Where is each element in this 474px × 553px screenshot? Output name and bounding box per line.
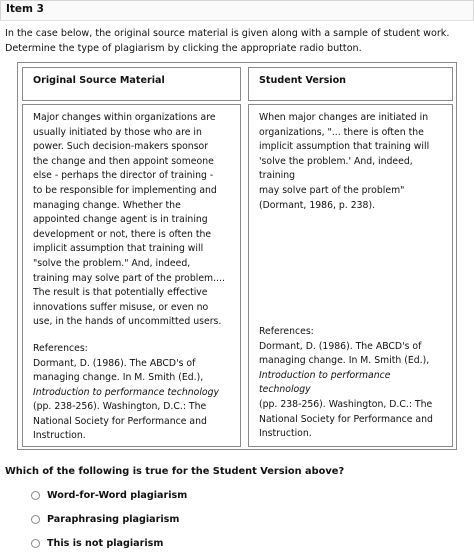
text-line: power. Such decision-makers sponsor (33, 141, 209, 153)
reference-book-title-text: Introduction to performance technology (33, 386, 220, 398)
text-line: training may solve part of the problem.... (33, 272, 225, 284)
option-label[interactable]: This is not plagiarism (47, 537, 164, 549)
text-line: use, in the hands of uncommitted users. (33, 316, 222, 328)
original-source-cell (22, 104, 241, 447)
reference-book-title-text: Introduction to performance technology (259, 369, 391, 396)
item-header (0, 0, 474, 21)
text-line: When major changes are initiated in (259, 112, 429, 123)
text-line: "solve the problem." And, indeed, (33, 257, 191, 269)
text-line: appointed change agent is in training (33, 214, 208, 226)
original-source-header: Original Source Material (22, 67, 241, 101)
radio-button[interactable] (31, 539, 40, 548)
option-not-plagiarism[interactable] (31, 535, 163, 551)
original-source-text (33, 111, 230, 330)
student-references (259, 325, 444, 442)
option-label[interactable]: Paraphrasing plagiarism (47, 513, 180, 525)
comparison-table (17, 62, 457, 450)
text-line: organizations, "... there is often the (259, 126, 424, 138)
radio-button[interactable] (31, 515, 40, 524)
text-line: managing change. Whether the (33, 199, 181, 211)
text-line: The result is that potentially effective (33, 287, 208, 299)
student-version-cell (248, 104, 453, 447)
text-line: implicit assumption that training will (33, 243, 204, 255)
text-line: Major changes within organizations are (33, 112, 216, 123)
references-label: References: (259, 326, 314, 337)
text-line: (Dormant, 1986, p. 238). (259, 199, 376, 211)
reference-line: (pp. 238-256). Washington, D.C.: The (259, 398, 433, 410)
question-text: Which of the following is true for the Student Version above? (5, 466, 345, 477)
radio-button[interactable] (31, 491, 40, 500)
reference-line: Dormant, D. (1986). The ABCD's of (33, 357, 196, 369)
text-line: may solve part of the problem" (259, 184, 405, 196)
text-line: innovations suffer misuse, or even no (33, 301, 209, 313)
text-line: 'solve the problem.' And, indeed, training (259, 155, 413, 182)
option-paraphrasing[interactable] (31, 511, 179, 527)
text-line: development or not, there is often the (33, 228, 212, 240)
text-line: the change and then appoint someone (33, 155, 214, 167)
option-label[interactable]: Word-for-Word plagiarism (47, 489, 188, 501)
reference-line: Dormant, D. (1986). The ABCD's of (259, 340, 422, 352)
text-line: usually initiated by those who are in (33, 126, 202, 138)
reference-book-title (33, 386, 230, 401)
reference-line: National Society for Performance and (33, 415, 207, 427)
reference-line: (pp. 238-256). Washington, D.C.: The (33, 401, 207, 413)
item-title: Item 3 (6, 3, 44, 15)
references-label: References: (33, 342, 88, 354)
student-version-header: Student Version (248, 67, 453, 101)
reference-line: National Society for Performance and (259, 413, 433, 425)
text-line: else - perhaps the director of training - (33, 170, 214, 182)
reference-line: Instruction. (259, 428, 312, 440)
text-line: implicit assumption that training will (259, 141, 430, 153)
option-word-for-word[interactable] (31, 487, 187, 503)
reference-line: managing change. In M. Smith (Ed.), (33, 372, 204, 384)
reference-line: Instruction. (33, 430, 86, 442)
reference-book-title (259, 369, 444, 398)
student-version-text (259, 111, 442, 213)
text-line: to be responsible for implementing and (33, 184, 217, 196)
reference-line: managing change. In M. Smith (Ed.), (259, 355, 430, 367)
instructions-text: In the case below, the original source material is given along with a sample of student work. Determine the type of plagiarism by clicking the appropriate radio button. (5, 28, 450, 54)
